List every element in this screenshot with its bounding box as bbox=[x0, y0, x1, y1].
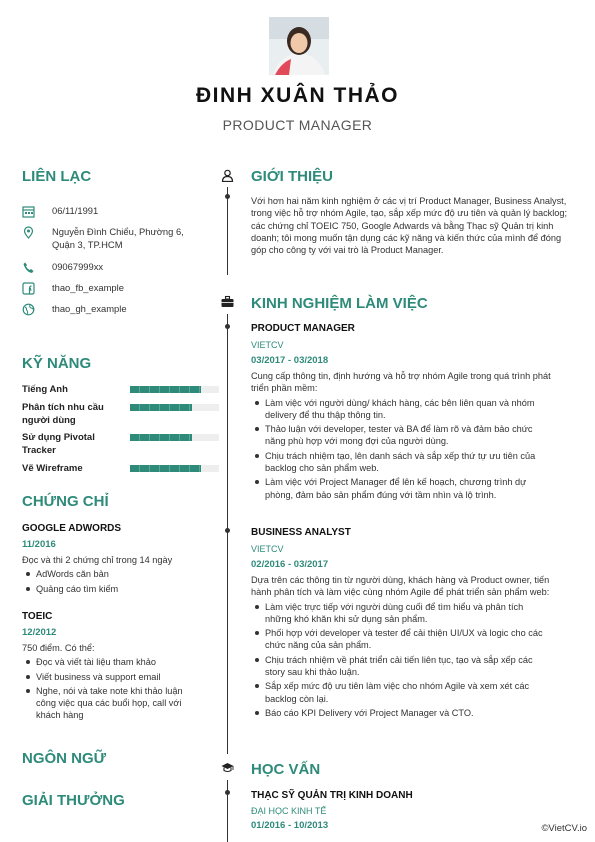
timeline-line bbox=[227, 187, 228, 275]
cert-date: 12/2012 bbox=[22, 627, 57, 638]
contact-dob bbox=[22, 205, 222, 219]
job-date: 02/2016 - 03/2017 bbox=[251, 559, 329, 570]
job-bullets bbox=[251, 397, 551, 501]
user-icon bbox=[221, 169, 234, 182]
skill-name: Sử dụng Pivotal Tracker bbox=[22, 432, 95, 456]
cert-desc: Đọc và thi 2 chứng chỉ trong 14 ngày bbox=[22, 555, 173, 565]
list-item: Viết business và support email bbox=[22, 671, 202, 683]
footer-watermark: ©VietCV.io bbox=[541, 823, 587, 834]
skill-bar-fill bbox=[130, 434, 192, 441]
contact-phone bbox=[22, 261, 222, 275]
list-item: Nghe, nói và take note khi thảo luận công việc qua các buổi họp, call với khách hàng bbox=[22, 685, 202, 722]
cert-date: 11/2016 bbox=[22, 539, 56, 550]
list-item: Báo cáo KPI Delivery với Project Manager và CTO. bbox=[251, 707, 551, 719]
facebook-icon bbox=[22, 282, 35, 295]
github-text[interactable]: thao_gh_example bbox=[52, 303, 127, 314]
list-item: Đọc và viết tài liệu tham khảo bbox=[22, 656, 202, 668]
languages-heading: NGÔN NGỮ bbox=[22, 750, 107, 767]
experience-item-product-manager bbox=[251, 323, 551, 503]
contact-address bbox=[22, 226, 222, 252]
experience-item-business-analyst bbox=[251, 527, 551, 721]
skill-name: Phân tích nhu cầu người dùng bbox=[22, 402, 104, 426]
list-item: Chịu trách nhiệm về phát triển cải tiến liên tục, tạo và sắp xếp các story sau khi thảo luận. bbox=[251, 654, 551, 679]
candidate-role: PRODUCT MANAGER bbox=[222, 117, 373, 133]
phone-text: 09067999xx bbox=[52, 261, 104, 272]
education-item bbox=[251, 790, 551, 831]
intro-heading: GIỚI THIỆU bbox=[251, 168, 333, 185]
job-desc: Cung cấp thông tin, định hướng và hỗ trợ nhóm Agile trong quá trình phát triển phần mềm: bbox=[251, 371, 551, 394]
experience-heading: KINH NGHIỆM LÀM VIỆC bbox=[251, 295, 428, 312]
facebook-text[interactable]: thao_fb_example bbox=[52, 282, 124, 293]
degree-title: THẠC SỸ QUẢN TRỊ KINH DOANH bbox=[251, 790, 413, 801]
job-date: 03/2017 - 03/2018 bbox=[251, 355, 329, 366]
dob-text: 06/11/1991 bbox=[52, 205, 99, 216]
job-company: VIETCV bbox=[251, 544, 284, 554]
skill-bar bbox=[130, 404, 219, 411]
cert-bullets bbox=[22, 656, 202, 721]
cert-toeic bbox=[22, 611, 202, 724]
address-text: Nguyễn Đình Chiểu, Phường 6, Quận 3, TP.HCM bbox=[52, 226, 184, 250]
contact-facebook[interactable] bbox=[22, 282, 222, 296]
skill-item bbox=[22, 401, 112, 427]
skill-bar-fill bbox=[130, 404, 192, 411]
certs-heading: CHỨNG CHỈ bbox=[22, 493, 109, 510]
skill-bar bbox=[130, 434, 219, 441]
list-item: Phối hợp với developer và tester để cải thiện UI/UX và logic cho các chức năng của sản phẩm. bbox=[251, 627, 551, 652]
list-item: Làm việc trực tiếp với người dùng cuối để tìm hiểu và phân tích những khó khăn khi sử dụng sản phẩm. bbox=[251, 601, 551, 626]
globe-icon bbox=[22, 303, 35, 316]
timeline-dot bbox=[225, 790, 230, 795]
cert-google-adwords bbox=[22, 523, 202, 597]
awards-heading: GIẢI THƯỞNG bbox=[22, 792, 125, 809]
cert-title: GOOGLE ADWORDS bbox=[22, 523, 122, 534]
list-item: Làm việc với người dùng/ khách hàng, các bên liên quan và nhóm delivery để thu thập thông tin. bbox=[251, 397, 551, 422]
list-item: Sắp xếp mức độ ưu tiên làm việc cho nhóm Agile và xem xét các backlog còn lại. bbox=[251, 680, 551, 705]
skill-bar bbox=[130, 386, 219, 393]
list-item: Quảng cáo tìm kiếm bbox=[22, 583, 202, 595]
skill-item bbox=[22, 383, 112, 396]
timeline-dot bbox=[225, 324, 230, 329]
cert-title: TOEIC bbox=[22, 611, 53, 622]
list-item: Thảo luận với developer, tester và BA để làm rõ và đảm bảo chức năng phù hợp với mong đợi của người dùng. bbox=[251, 423, 551, 448]
skill-bar-fill bbox=[130, 386, 201, 393]
job-bullets bbox=[251, 601, 551, 720]
list-item: Làm việc với Project Manager để lên kế hoạch, chương trình dự phòng, đảm bảo sản phẩm đúng với tầm nhìn và lộ trình. bbox=[251, 476, 551, 501]
education-date: 01/2016 - 10/2013 bbox=[251, 820, 329, 831]
location-icon bbox=[22, 226, 35, 239]
skill-name: Vẽ Wireframe bbox=[22, 463, 83, 474]
skills-heading: KỸ NĂNG bbox=[22, 355, 92, 372]
intro-text: Với hơn hai năm kinh nghiệm ở các vị trí Product Manager, Business Analyst, trong việc hỗ trợ nhóm Agile, tạo, sắp xếp mức độ ưu tiên và quản lý backlog; các chứng chỉ TOEIC 750, Google Adwards và bằng Thạc sỹ Quản trị kinh doanh; tôi mong muốn tận dụng các kỹ năng và kiến thức của mình để đóng góp cho công ty với vai trò là Product Manager. bbox=[251, 196, 568, 256]
job-title: BUSINESS ANALYST bbox=[251, 527, 351, 538]
briefcase-icon bbox=[221, 295, 234, 308]
timeline-dot bbox=[225, 194, 230, 199]
calendar-icon bbox=[22, 205, 35, 218]
school-name: ĐẠI HỌC KINH TẾ bbox=[251, 806, 327, 816]
timeline-line bbox=[227, 314, 228, 754]
timeline-dot bbox=[225, 528, 230, 533]
candidate-name: ĐINH XUÂN THẢO bbox=[196, 84, 399, 107]
skill-bar bbox=[130, 465, 219, 472]
contact-github[interactable] bbox=[22, 303, 222, 317]
contact-heading: LIÊN LẠC bbox=[22, 168, 92, 185]
profile-photo bbox=[269, 17, 329, 75]
graduation-cap-icon bbox=[221, 761, 234, 774]
job-desc: Dựa trên các thông tin từ người dùng, khách hàng và Product owner, tiến hành phân tích và làm việc cùng nhóm Agile để phát triển sản phẩm web: bbox=[251, 575, 550, 598]
skill-item bbox=[22, 431, 112, 457]
education-heading: HỌC VẤN bbox=[251, 761, 321, 778]
cert-desc: 750 điểm. Có thể: bbox=[22, 643, 95, 653]
phone-icon bbox=[22, 261, 35, 274]
list-item: Chịu trách nhiệm tạo, lên danh sách và sắp xếp thứ tự ưu tiên của backlog cho sản phẩm web. bbox=[251, 450, 551, 475]
job-company: VIETCV bbox=[251, 340, 284, 350]
skill-bar-fill bbox=[130, 465, 201, 472]
job-title: PRODUCT MANAGER bbox=[251, 323, 355, 334]
skill-item bbox=[22, 462, 112, 475]
cert-bullets bbox=[22, 568, 202, 595]
list-item: AdWords căn bản bbox=[22, 568, 202, 580]
skill-name: Tiếng Anh bbox=[22, 384, 68, 395]
